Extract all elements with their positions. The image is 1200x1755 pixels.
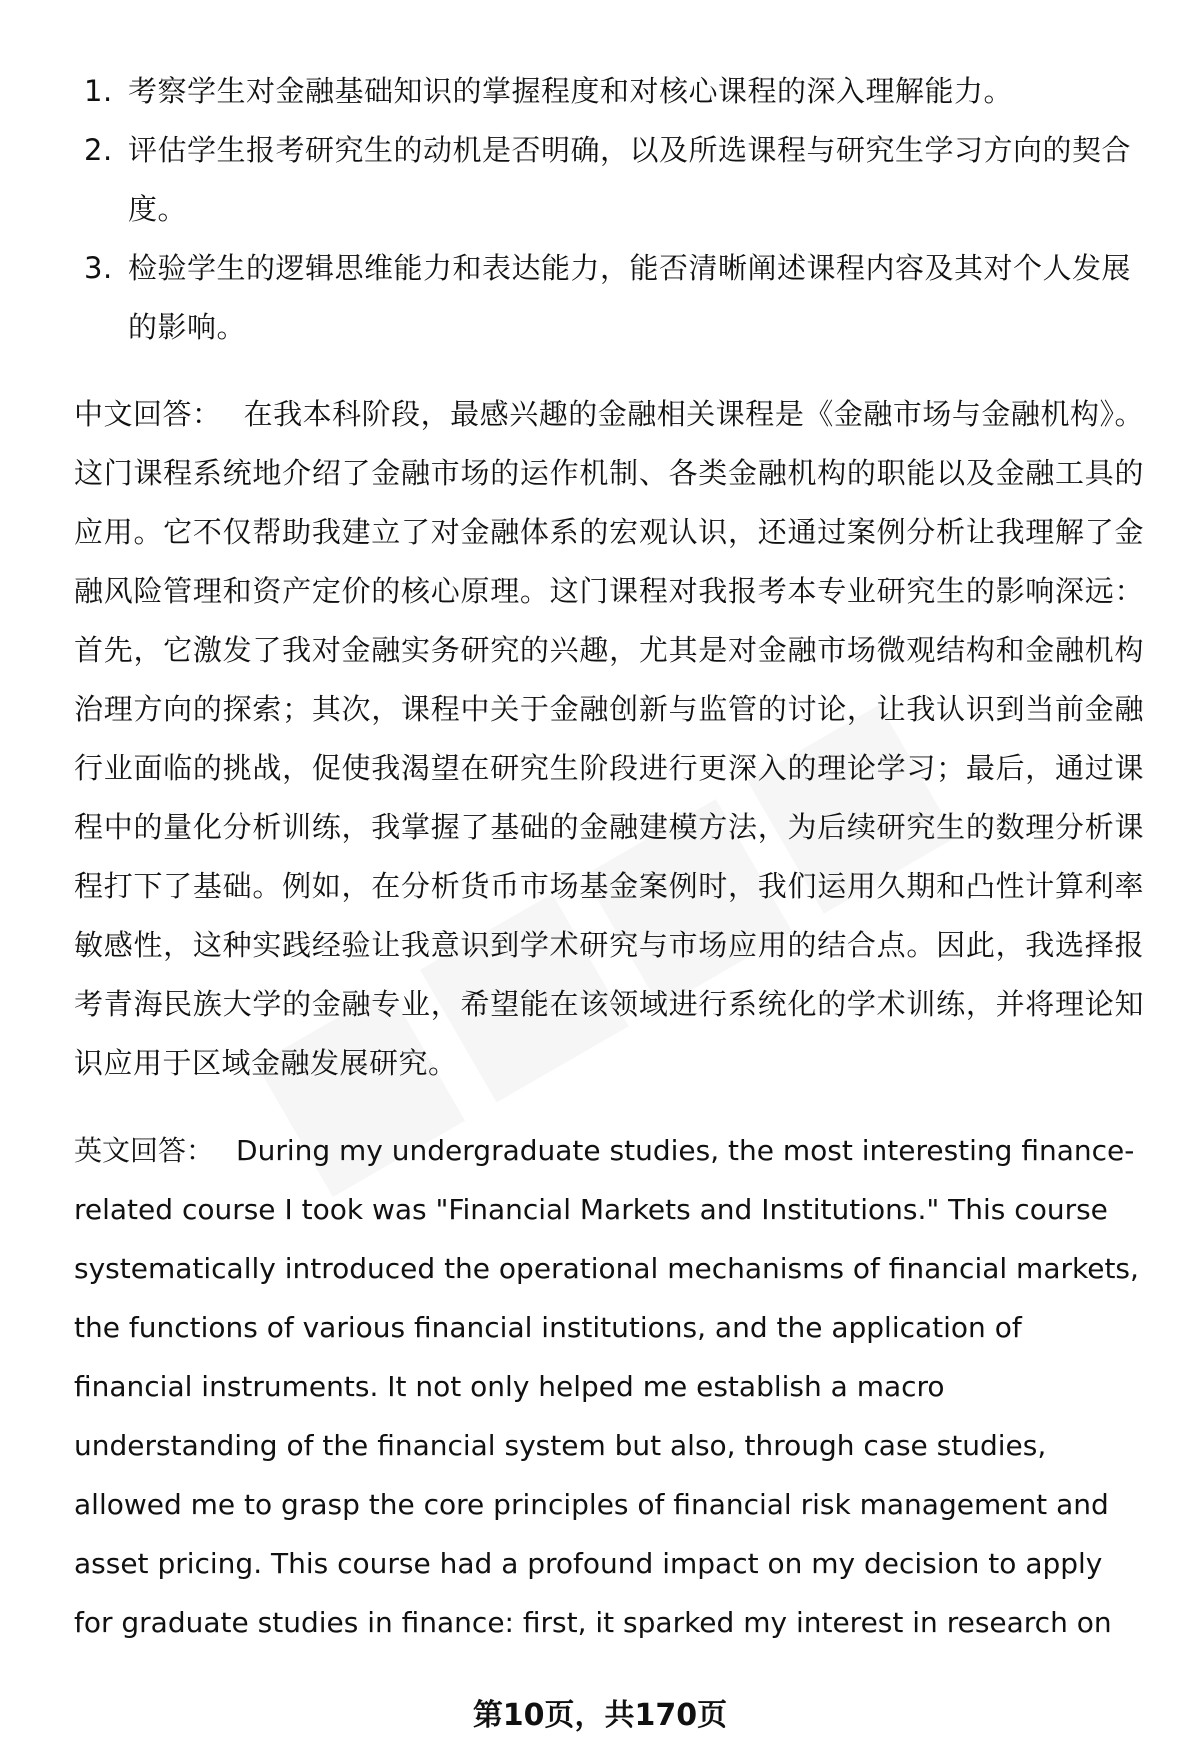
list-item-text: 检验学生的逻辑思维能力和表达能力，能否清晰阐述课程内容及其对个人发展的影响。 xyxy=(128,251,1132,344)
list-item-text: 评估学生报考研究生的动机是否明确，以及所选课程与研究生学习方向的契合度。 xyxy=(128,133,1132,226)
english-answer-paragraph xyxy=(74,1121,1144,1652)
list-item xyxy=(74,239,1144,357)
english-answer-label: 英文回答： xyxy=(74,1134,215,1167)
page-number-footer: 第10页，共170页 xyxy=(472,1698,728,1733)
question-list xyxy=(74,62,1144,357)
page-content xyxy=(74,62,1144,1652)
list-item xyxy=(74,62,1144,121)
chinese-answer-text: 在我本科阶段，最感兴趣的金融相关课程是《金融市场与金融机构》。这门课程系统地介绍了金融市场的运作机制、各类金融机构的职能以及金融工具的应用。它不仅帮助我建立了对金融体系的宏观认识，还通过案例分析让我理解了金融风险管理和资产定价的核心原理。这门课程对我报考本专业研究生的影响深远：首先，它激发了我对金融实务研究的兴趣，尤其是对金融市场微观结构和金融机构治理方向的探索；其次，课程中关于金融创新与监管的讨论，让我认识到当前金融行业面临的挑战，促使我渴望在研究生阶段进行更深入的理论学习；最后，通过课程中的量化分析训练，我掌握了基础的金融建模方法，为后续研究生的数理分析课程打下了基础。例如，在分析货币市场基金案例时，我们运用久期和凸性计算利率敏感性，这种实践经验让我意识到学术研究与市场应用的结合点。因此，我选择报考青海民族大学的金融专业，希望能在该领域进行系统化的学术训练，并将理论知识应用于区域金融发展研究。 xyxy=(74,397,1144,1080)
english-answer-text: During my undergraduate studies, the most interesting finance-related course I took was "Financial Markets and Institutions." This course systematically introduced the operational mechanisms of financial markets, the functions of various financial institutions, and the application of financial instruments. It not only helped me establish a macro understanding of the financial system but also, through case studies, allowed me to grasp the core principles of financial risk management and asset pricing. This course had a profound impact on my decision to apply for graduate studies in finance: first, it sparked my interest in research on xyxy=(74,1134,1139,1639)
chinese-answer-label: 中文回答： xyxy=(74,397,222,431)
list-item-number: 2. xyxy=(84,133,113,167)
list-item-number: 3. xyxy=(84,251,113,285)
list-item xyxy=(74,121,1144,239)
list-item-text: 考察学生对金融基础知识的掌握程度和对核心课程的深入理解能力。 xyxy=(128,74,1014,108)
list-item-number: 1. xyxy=(84,74,113,108)
chinese-answer-paragraph xyxy=(74,385,1144,1093)
